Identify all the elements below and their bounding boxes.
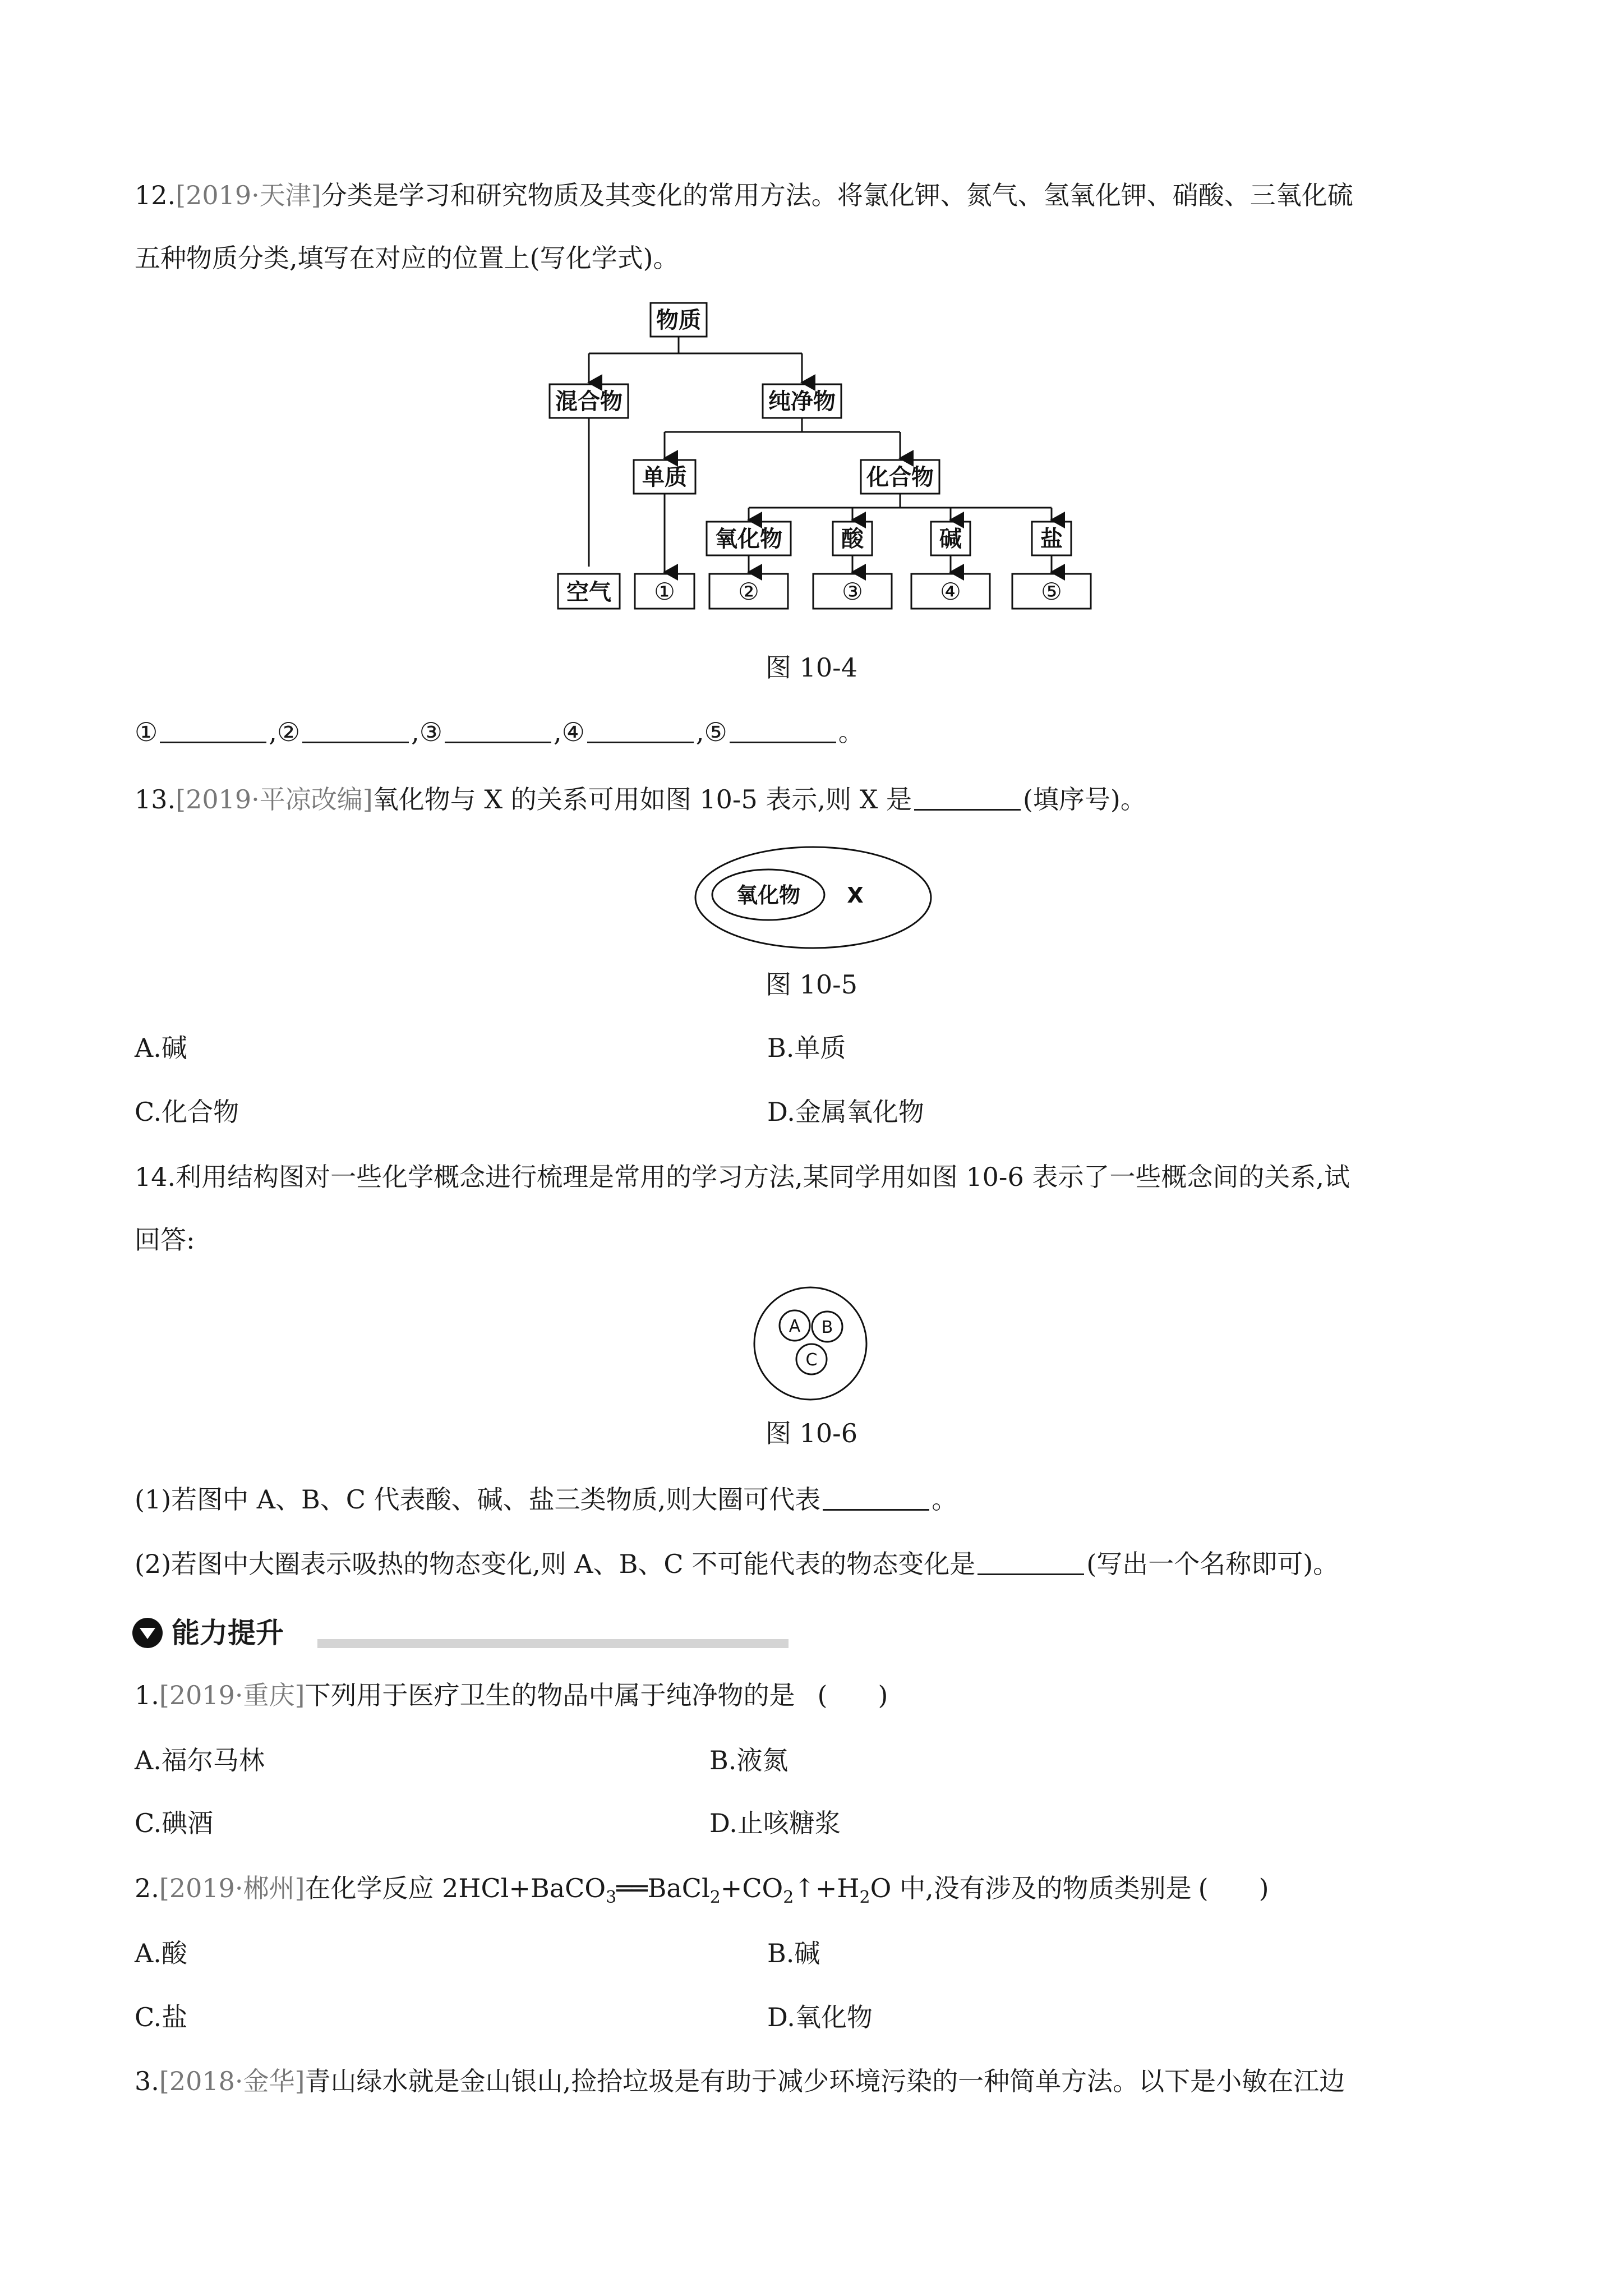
a1-line (135, 1678, 888, 1712)
question-text: 五种物质分类,填写在对应的位置上(写化学式)。 (135, 243, 679, 273)
circle-a-label: A (789, 1317, 801, 1336)
question-number: 2. (135, 1873, 159, 1903)
question-text: (1)若图中 A、B、C 代表酸、碱、盐三类物质,则大圈可代表 (135, 1484, 821, 1515)
q12-line-1 (135, 178, 1353, 212)
question-text: 利用结构图对一些化学概念进行梳理是常用的学习方法,某同学用如图 10-6 表示了一些概念间的关系,试 (176, 1162, 1350, 1192)
question-source: [2018·金华] (159, 2066, 305, 2096)
question-text: (写出一个名称即可)。 (1086, 1549, 1339, 1579)
question-number: 12. (135, 180, 176, 210)
blank-box-1: ① (654, 578, 675, 605)
question-number: 3. (135, 2066, 159, 2096)
question-text: 回答: (135, 1225, 195, 1255)
blank-box-5: ⑤ (1041, 578, 1062, 605)
q14-part-1 (135, 1483, 957, 1516)
equation-text: 在化学反应 2HCl+BaCO (305, 1873, 606, 1903)
outer-label: X (847, 883, 864, 908)
answer-label: 。 (838, 717, 864, 747)
node-salt: 盐 (1040, 526, 1063, 552)
node-mixture: 混合物 (555, 389, 623, 415)
equation-text: BaCl (647, 1873, 710, 1903)
subscript: 2 (859, 1888, 870, 1908)
answer-blank[interactable] (914, 786, 1021, 811)
equals-sign: ══ (616, 1873, 648, 1903)
question-text: O 中,没有涉及的物质类别是 (870, 1873, 1192, 1903)
option-c[interactable]: C.盐 (135, 2002, 188, 2032)
answer-blank-1[interactable] (160, 719, 266, 743)
subscript: 3 (606, 1888, 617, 1908)
option-a[interactable]: A.碱 (135, 1033, 187, 1063)
question-text: 分类是学习和研究物质及其变化的常用方法。将氯化钾、氮气、氢氧化钾、硝酸、三氧化硫 (321, 180, 1353, 210)
answer-label: ① (135, 717, 158, 747)
node-compound: 化合物 (866, 464, 934, 490)
classification-tree-diagram (505, 292, 1144, 628)
question-text: 。 (932, 1484, 958, 1515)
answer-blank[interactable] (978, 1551, 1084, 1575)
question-source: [2019·重庆] (159, 1680, 305, 1710)
equation-text: ↑+H (794, 1873, 860, 1903)
node-air: 空气 (566, 579, 611, 605)
answer-label: ,④ (554, 717, 585, 747)
figure-caption: 图 10-4 (766, 652, 857, 683)
q14-part-2 (135, 1547, 1339, 1581)
node-pure: 纯净物 (768, 389, 836, 415)
question-source: [2019·平凉改编] (176, 784, 373, 815)
section-header (132, 1614, 805, 1654)
node-base: 碱 (939, 526, 962, 552)
answer-blank-4[interactable] (587, 719, 694, 743)
question-number: 1. (135, 1680, 159, 1710)
circle-b-label: B (821, 1318, 833, 1337)
section-title: 能力提升 (172, 1617, 284, 1649)
q14-line-2 (135, 1223, 195, 1257)
question-text: 下列用于医疗卫生的物品中属于纯净物的是 (305, 1680, 795, 1710)
option-d[interactable]: D.金属氧化物 (767, 1097, 924, 1127)
option-d[interactable]: D.止咳糖浆 (709, 1808, 841, 1838)
option-a[interactable]: A.酸 (135, 1938, 187, 1968)
answer-parens[interactable]: ( ) (817, 1680, 888, 1710)
question-text: (填序号)。 (1022, 784, 1146, 815)
q14-line-1 (135, 1160, 1350, 1194)
venn-oxide-diagram (684, 839, 942, 956)
figure-caption: 图 10-6 (766, 1418, 857, 1448)
circle-c-label: C (805, 1350, 818, 1370)
question-number: 14. (135, 1162, 176, 1192)
circle-concept-diagram (749, 1282, 872, 1405)
q13-line (135, 783, 1146, 816)
answer-label: ,⑤ (695, 717, 727, 747)
option-b[interactable]: B.液氮 (709, 1745, 789, 1775)
answer-label: ,② (269, 717, 301, 747)
option-c[interactable]: C.碘酒 (135, 1808, 214, 1838)
blank-box-4: ④ (940, 578, 961, 605)
answer-blank-2[interactable] (302, 719, 409, 743)
subscript: 2 (709, 1888, 721, 1908)
question-number: 13. (135, 784, 176, 815)
question-source: [2019·天津] (176, 180, 321, 210)
blank-box-3: ③ (842, 578, 863, 605)
subscript: 2 (783, 1888, 794, 1908)
answer-parens[interactable]: ( ) (1198, 1873, 1269, 1903)
answer-label: ,③ (411, 717, 442, 747)
node-root: 物质 (656, 307, 701, 333)
option-c[interactable]: C.化合物 (135, 1097, 239, 1127)
inner-label: 氧化物 (736, 883, 801, 908)
section-divider (317, 1639, 789, 1648)
answer-blank[interactable] (823, 1487, 929, 1511)
node-acid: 酸 (841, 526, 864, 552)
answer-blank-5[interactable] (730, 719, 836, 743)
blank-box-2: ② (738, 578, 759, 605)
node-oxide: 氧化物 (715, 526, 782, 552)
a2-line (135, 1871, 1269, 1915)
option-a[interactable]: A.福尔马林 (135, 1745, 265, 1775)
q12-answer-line (135, 715, 864, 749)
option-b[interactable]: B.单质 (767, 1033, 846, 1063)
answer-blank-3[interactable] (445, 719, 551, 743)
figure-caption: 图 10-5 (766, 969, 857, 1000)
option-d[interactable]: D.氧化物 (767, 2002, 873, 2032)
equation-text: +CO (720, 1873, 783, 1903)
triangle-down-icon (132, 1618, 163, 1648)
node-element: 单质 (642, 464, 687, 490)
a3-line (135, 2064, 1345, 2098)
option-b[interactable]: B.碱 (767, 1938, 820, 1968)
q12-line-2 (135, 241, 679, 275)
question-text: 青山绿水就是金山银山,捡拾垃圾是有助于减少环境污染的一种简单方法。以下是小敏在江边 (305, 2066, 1345, 2096)
question-text: (2)若图中大圈表示吸热的物态变化,则 A、B、C 不可能代表的物态变化是 (135, 1549, 976, 1579)
question-text: 氧化物与 X 的关系可用如图 10-5 表示,则 X 是 (372, 784, 912, 815)
question-source: [2019·郴州] (159, 1873, 305, 1903)
